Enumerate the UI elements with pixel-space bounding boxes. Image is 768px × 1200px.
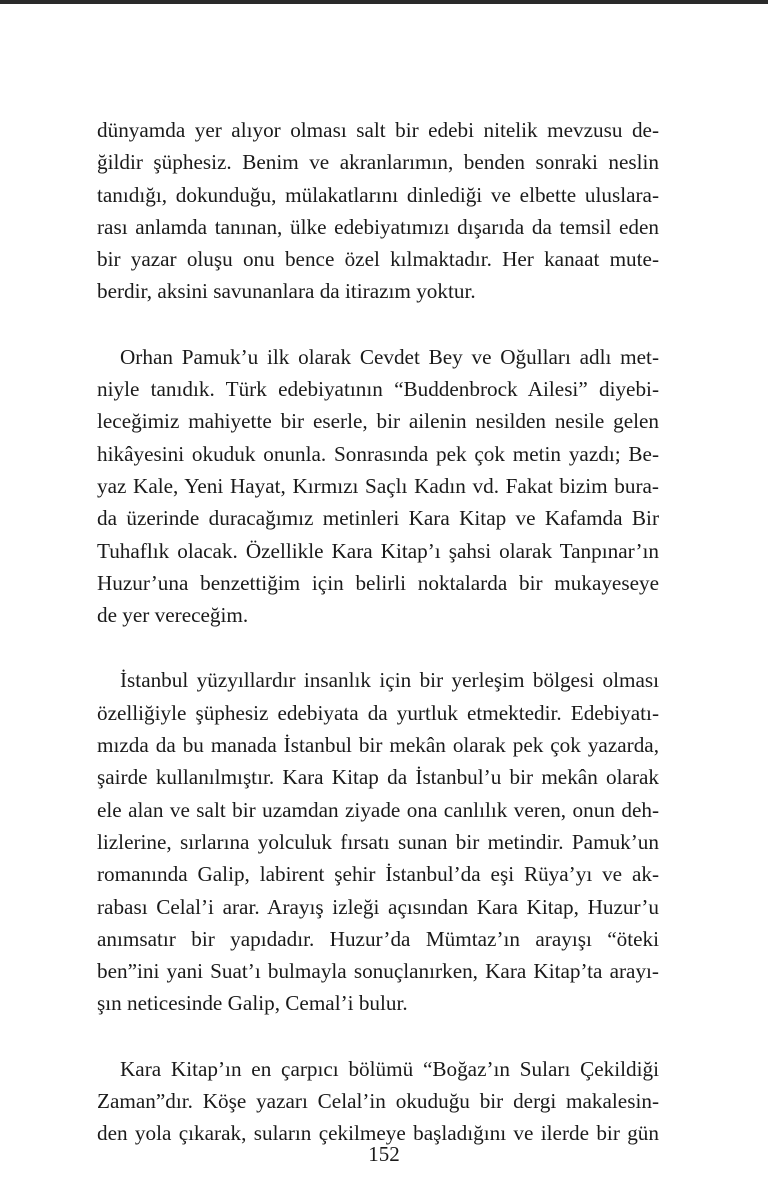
text-line: lizlerine, sırlarına yolculuk fırsatı sunan bir metindir. Pamuk’un: [97, 829, 659, 854]
paragraph-4: [97, 1053, 659, 1150]
text-line: Kara Kitap’ın en çarpıcı bölümü “Boğaz’ın Suları Çekildiği: [120, 1056, 659, 1081]
text-line: şın neticesinde Galip, Cemal’i bulur.: [97, 991, 408, 1016]
text-line: mızda da bu manada İstanbul bir mekân olarak pek çok yazarda,: [97, 733, 659, 758]
text-line: anımsatır bir yapıdadır. Huzur’da Mümtaz’ın arayışı “öteki: [97, 926, 659, 951]
text-line: de yer vereceğim.: [97, 603, 249, 628]
text-line: bir yazar oluşu onu bence özel kılmaktadır. Her kanaat mute-: [97, 247, 659, 272]
text-line: özelliğiyle şüphesiz edebiyata da yurtluk etmektedir. Edebiyatı-: [97, 700, 659, 725]
text-line: ben”ini yani Suat’ı bulmayla sonuçlanırken, Kara Kitap’ta arayı-: [97, 959, 659, 984]
text-line: rası anlamda tanınan, ülke edebiyatımızı dışarıda da temsil eden: [97, 214, 659, 239]
text-line: ele alan ve salt bir uzamdan ziyade ona canlılık veren, onun deh-: [97, 797, 659, 822]
text-line: Tuhaflık olacak. Özellikle Kara Kitap’ı şahsi olarak Tanpınar’ın: [97, 538, 659, 563]
text-line: Huzur’una benzettiğim için belirli noktalarda bir mukayeseye: [97, 570, 659, 595]
text-line: rabası Celal’i arar. Arayış izleği açısından Kara Kitap, Huzur’u: [97, 894, 659, 919]
text-line: niyle tanıdık. Türk edebiyatının “Buddenbrock Ailesi” diyebi-: [97, 377, 659, 402]
text-line: ğildir şüphesiz. Benim ve akranlarımın, benden sonraki neslin: [97, 150, 659, 175]
text-line: romanında Galip, labirent şehir İstanbul’da eşi Rüya’yı ve ak-: [97, 862, 659, 887]
text-line: yaz Kale, Yeni Hayat, Kırmızı Saçlı Kadın vd. Fakat bizim bura-: [97, 473, 659, 498]
text-line: dünyamda yer alıyor olması salt bir edebi nitelik mevzusu de-: [97, 118, 659, 142]
text-line: tanıdığı, dokunduğu, mülakatlarını dinlediği ve elbette uluslara-: [97, 182, 659, 207]
text-line: hikâyesini okuduk onunla. Sonrasında pek çok metin yazdı; Be-: [97, 441, 659, 466]
paragraph-1: [97, 114, 659, 308]
page-number: 152: [368, 1142, 400, 1166]
paragraph-3: [97, 664, 659, 1019]
paragraph-2: [97, 341, 659, 632]
text-line: Orhan Pamuk’u ilk olarak Cevdet Bey ve Oğulları adlı met-: [120, 344, 659, 369]
top-border: [0, 0, 768, 4]
text-line: da üzerinde duracağımız metinleri Kara Kitap ve Kafamda Bir: [97, 506, 659, 531]
page-body: [97, 114, 659, 1183]
text-line: leceğimiz mahiyette bir eserle, bir ailenin nesilden nesile gelen: [97, 409, 659, 434]
text-line: şairde kullanılmıştır. Kara Kitap da İstanbul’u bir mekân olarak: [97, 765, 659, 790]
text-line: den yola çıkarak, suların çekilmeye başladığını ve ilerde bir gün: [97, 1121, 659, 1146]
text-line: İstanbul yüzyıllardır insanlık için bir yerleşim bölgesi olması: [120, 668, 659, 693]
text-line: berdir, aksini savunanlara da itirazım yoktur.: [97, 279, 476, 304]
text-line: Zaman”dır. Köşe yazarı Celal’in okuduğu bir dergi makalesin-: [97, 1089, 659, 1114]
